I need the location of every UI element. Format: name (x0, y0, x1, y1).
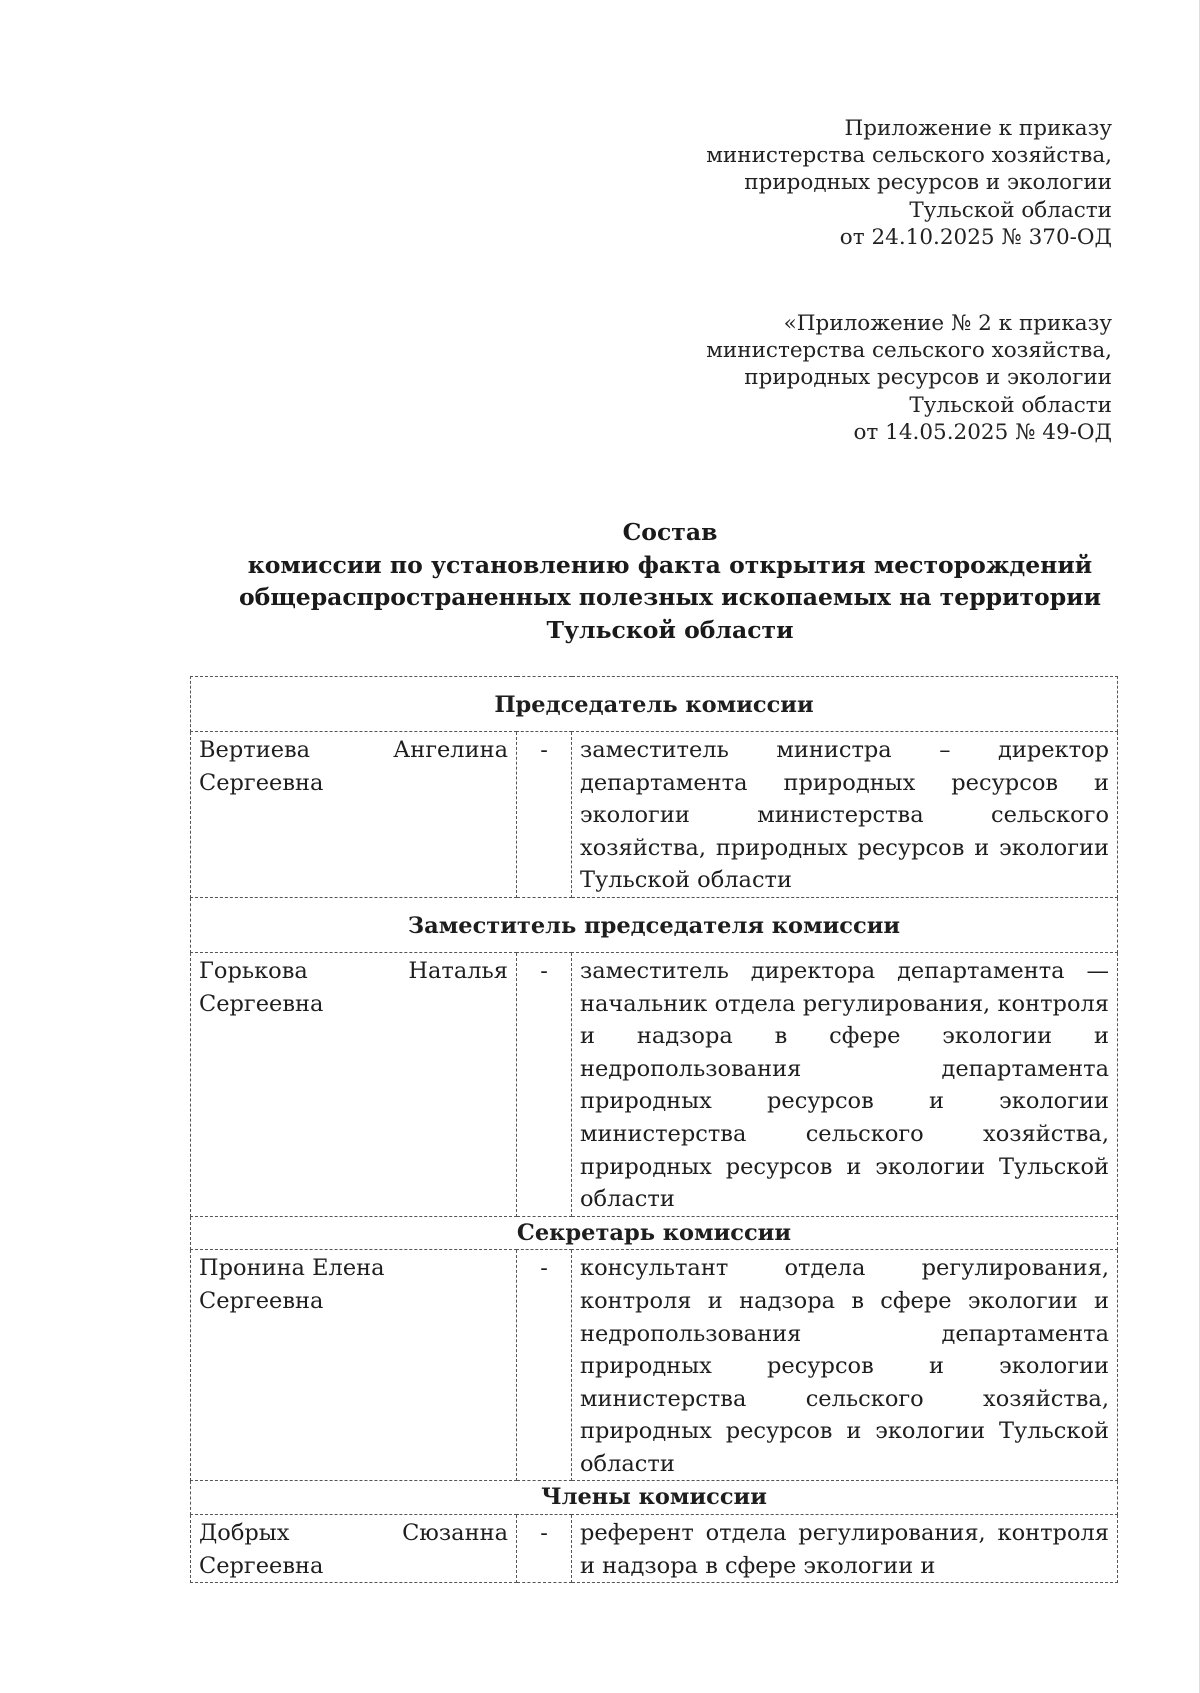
section-row (191, 677, 1118, 732)
member-row (191, 1250, 1118, 1481)
member-patronymic: Сергеевна (199, 990, 324, 1017)
member-name (191, 952, 517, 1216)
member-surname: Добрых (199, 1520, 290, 1547)
member-patronymic: Сергеевна (199, 769, 324, 796)
member-name (191, 1250, 517, 1481)
title-line: общераспространенных полезных ископаемых на территории (238, 583, 1102, 611)
member-patronymic: Сергеевна (199, 1287, 324, 1314)
approval-line: Приложение к приказу (844, 116, 1112, 141)
commission-roster-table (190, 676, 1118, 1583)
member-given-name: Наталья (408, 957, 508, 984)
dash-separator: - (517, 1250, 572, 1481)
member-name (191, 1515, 517, 1583)
member-surname: Вертиева (199, 737, 311, 763)
section-heading-secretary: Секретарь комиссии (191, 1216, 1118, 1250)
member-position (572, 1515, 1118, 1583)
dash-separator: - (517, 732, 572, 898)
member-row (191, 952, 1118, 1216)
member-patronymic: Сергеевна (199, 1552, 324, 1579)
approval-line: от 24.10.2025 № 370-ОД (839, 224, 1112, 250)
approval-block-original-order (706, 310, 1112, 446)
member-surname-given: Пронина Елена (199, 1255, 385, 1282)
section-heading-members: Члены комиссии (191, 1481, 1118, 1515)
member-position-text: референт отдела регулирования, контроля и надзора в сфере экологии и (580, 1520, 1109, 1579)
section-row (191, 1481, 1118, 1515)
approval-line: природных ресурсов и экологии (744, 170, 1112, 196)
dash-separator: - (517, 1515, 572, 1583)
member-position: заместитель министра – директор департамента природных ресурсов и экологии министерства сельского хозяйства, природных ресурсов и экологии Тульской области (572, 732, 1118, 898)
approval-line: Тульской области (909, 392, 1112, 418)
member-given-name: Ангелина (393, 737, 508, 763)
member-given-name: Сюзанна (402, 1520, 508, 1547)
approval-line: «Приложение № 2 к приказу (783, 311, 1112, 336)
member-surname: Горькова (199, 957, 308, 984)
section-heading-deputy: Заместитель председателя комиссии (191, 897, 1118, 952)
member-name (191, 732, 517, 898)
member-position: консультант отдела регулирования, контроля и надзора в сфере экологии и недропользования департамента природных ресурсов и экологии министерства сельского хозяйства, природных ресурсов и экологии Тульской области (572, 1250, 1118, 1481)
dash-separator: - (517, 952, 572, 1216)
title-line: Тульской области (546, 615, 794, 644)
title-line: Состав (622, 518, 718, 546)
member-row (191, 732, 1118, 898)
approval-line: министерства сельского хозяйства, (706, 338, 1112, 364)
member-row (191, 1515, 1118, 1583)
section-heading-chairman: Председатель комиссии (191, 677, 1118, 732)
section-row (191, 1216, 1118, 1250)
title-line: комиссии по установлению факта открытия месторождений (247, 550, 1093, 579)
approval-line: Тульской области (909, 197, 1112, 223)
approval-block-current-order (706, 115, 1112, 251)
approval-line: природных ресурсов и экологии (744, 365, 1112, 391)
member-position: заместитель директора департамента — начальник отдела регулирования, контроля и надзора в сфере экологии и недропользования департамента природных ресурсов и экологии министерства сельского хозяйства, природных ресурсов и экологии Тульской области (572, 952, 1118, 1216)
document-title (190, 516, 1150, 646)
approval-line: министерства сельского хозяйства, (706, 143, 1112, 169)
section-row (191, 897, 1118, 952)
approval-line: от 14.05.2025 № 49-ОД (853, 419, 1112, 445)
